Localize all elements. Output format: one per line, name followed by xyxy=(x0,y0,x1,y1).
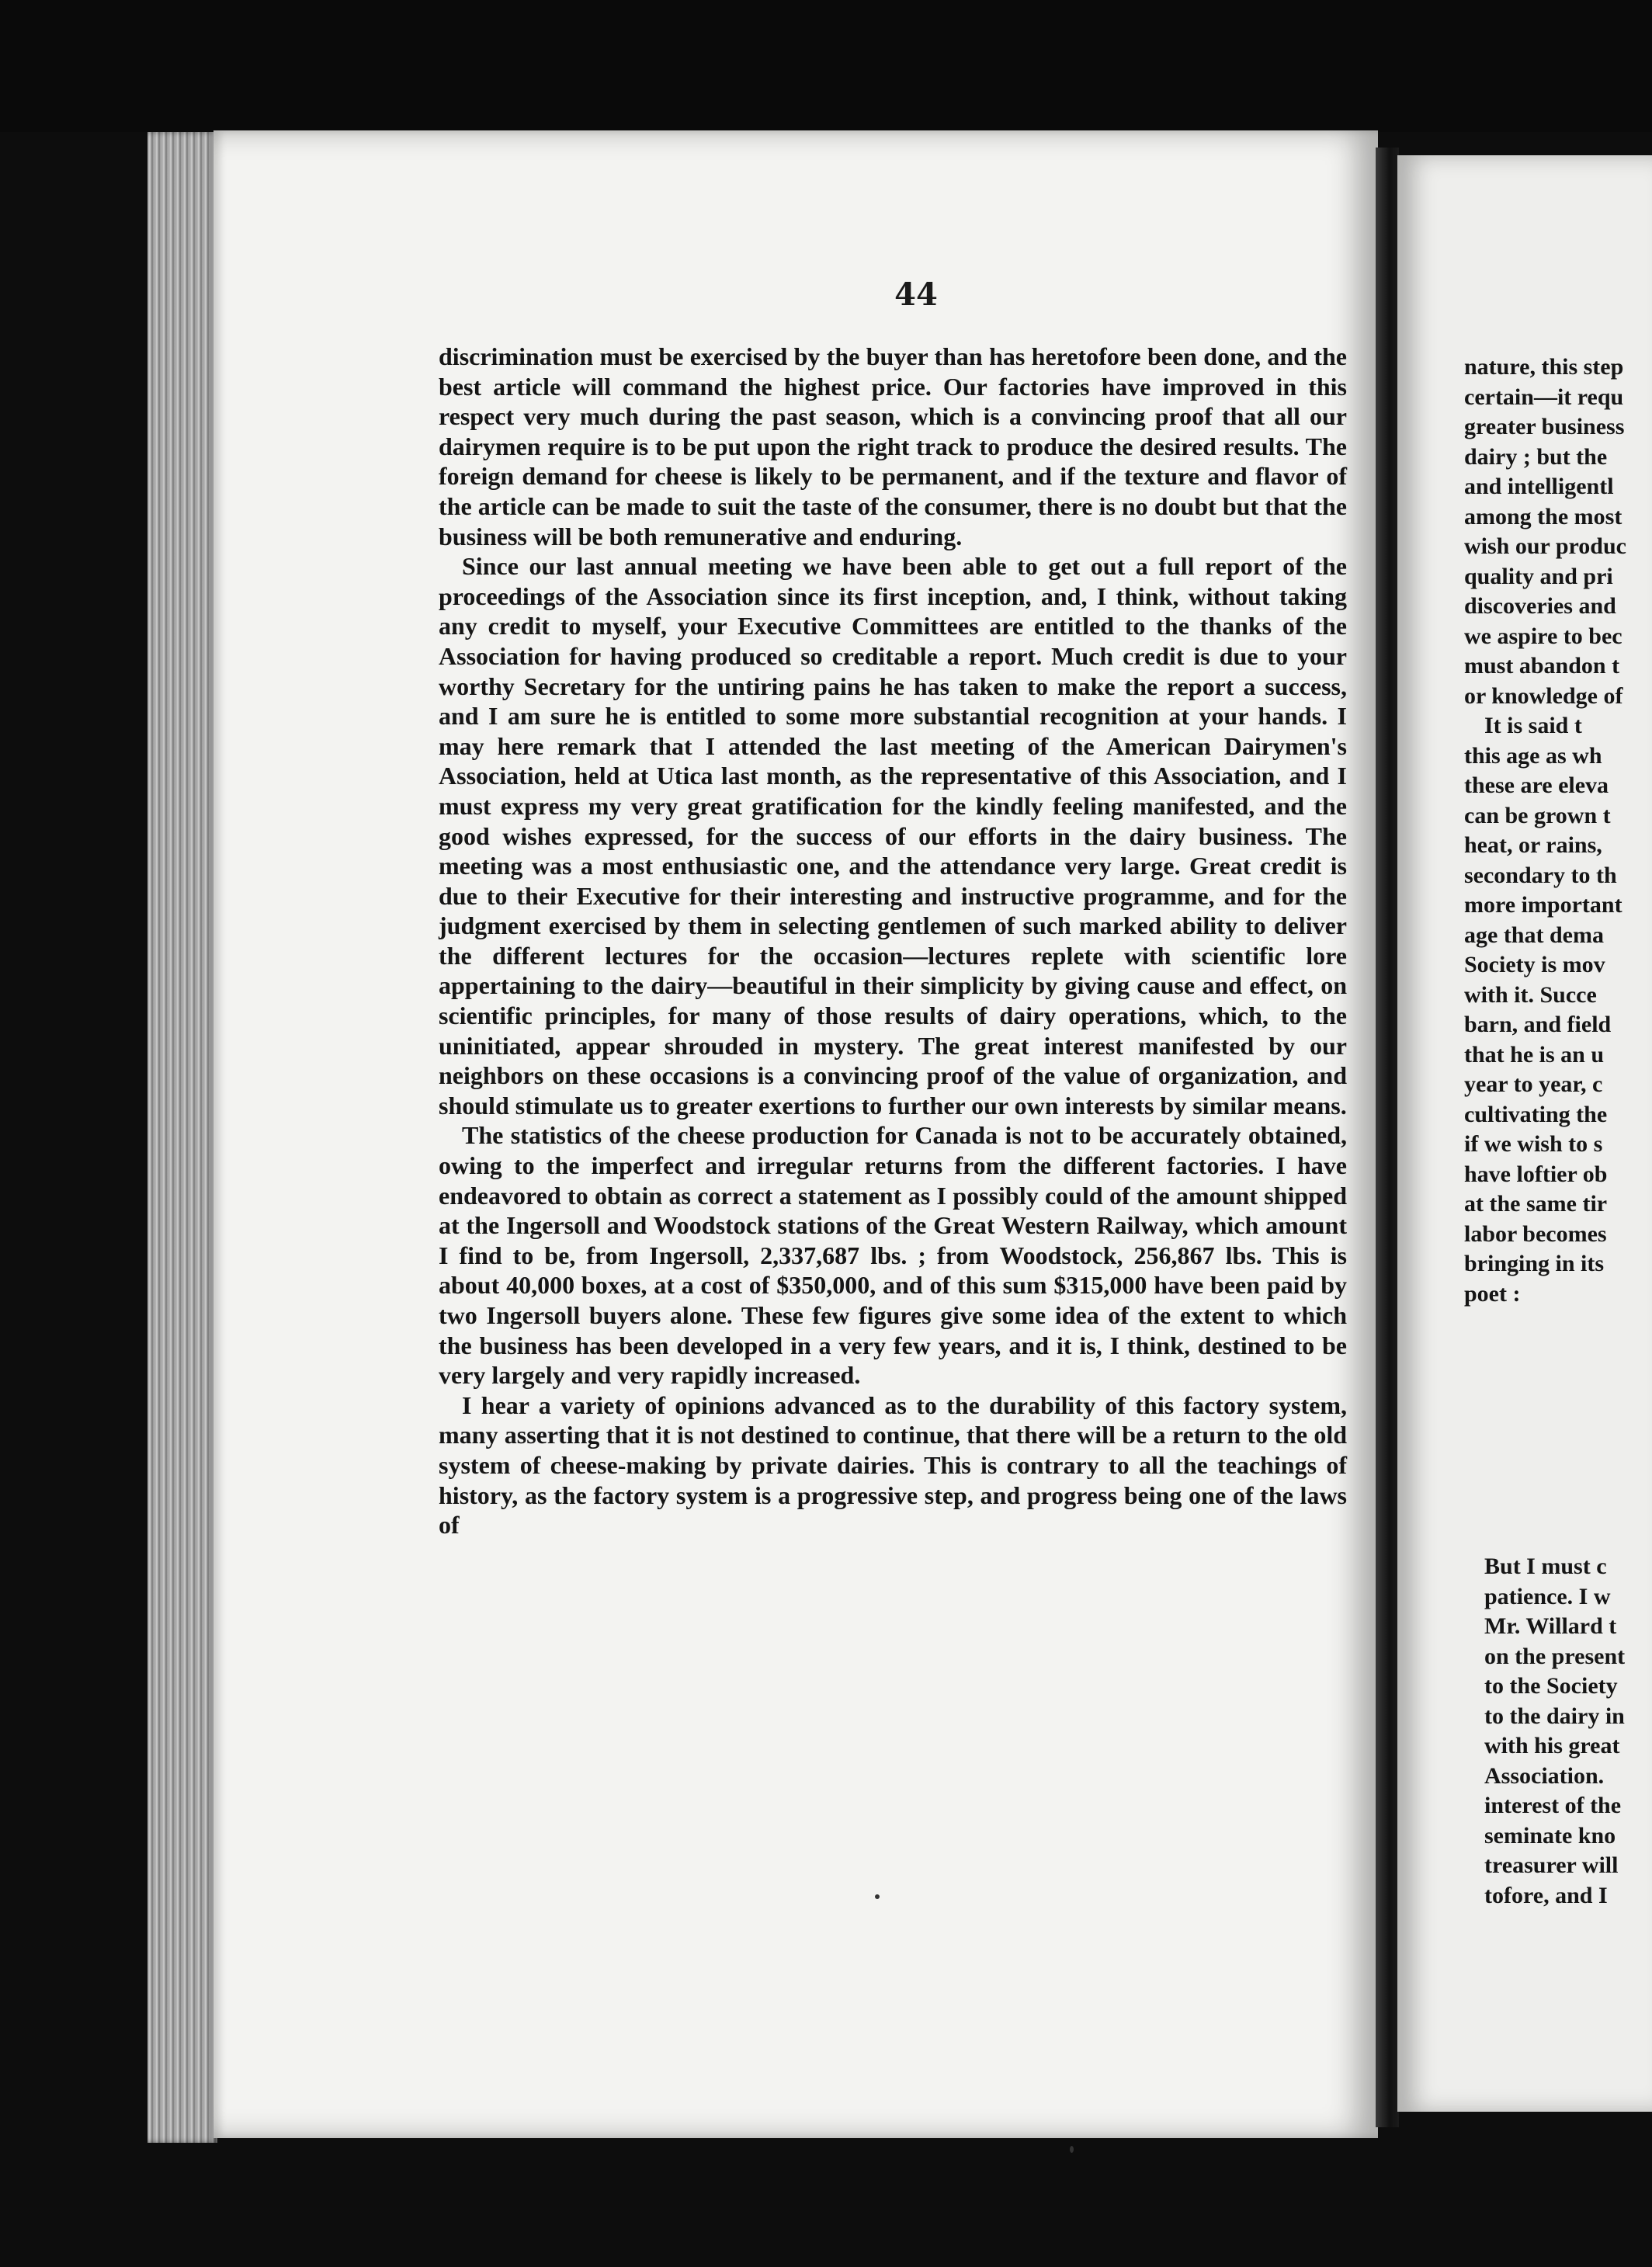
paragraph-2: Since our last annual meeting we have been able to get out a full report of the proceedings of the Association since its first inception, and, I think, without taking any credit to myself, your Executive Committees are entitled to the thanks of the Association for having produced so creditable a report. Much credit is due to your worthy Secretary for the untiring pains he has taken to make the report a success, and I am sure he is entitled to some more substantial recognition at your hands. I may here remark that I attended the last meeting of the American Dairymen's Association, held at Utica last month, as the representative of this Association, and I must express my very great gratification for the kindly feeling manifested, and the good wishes expressed, for the success of our efforts in the dairy business. The meeting was a most enthusiastic one, and the attendance very large. Great credit is due to their Executive for their interesting and instructive programme, and for the judgment exercised by them in selecting gentlemen of such marked ability to deliver the different lectures for the occasion—lectures replete with scientific lore appertaining to the dairy—beautiful in their simplicity by giving cause and effect, on scientific principles, for many of those results of dairy operations, which, to the uninitiated, appear shrouded in mystery. The great interest manifested by our neighbors on these occasions is a convincing proof of the value of organization, and should stimulate us to greater exertions to further our own interests by similar means. xyxy=(439,552,1347,1120)
facing-line: year to year, c xyxy=(1464,1071,1603,1097)
body-text xyxy=(439,342,1347,1540)
paragraph-4: I hear a variety of opinions advanced as to the durability of this factory system, many asserting that it is not destined to continue, that there will be a return to the old system of cheese-making by private dairies. This is contrary to all the teachings of history, as the factory system is a progressive step, and progress being one of the laws of xyxy=(439,1390,1347,1540)
facing-line: we aspire to bec xyxy=(1464,623,1622,649)
facing-line: to the dairy in xyxy=(1484,1703,1625,1729)
facing-line: cultivating the xyxy=(1464,1101,1608,1127)
page-edges xyxy=(148,132,217,2143)
facing-line: Association. xyxy=(1484,1762,1605,1789)
facing-line: can be grown t xyxy=(1464,802,1611,828)
facing-line: at the same tir xyxy=(1464,1191,1608,1217)
facing-line: and intelligentl xyxy=(1464,474,1614,499)
facing-line: wish our produc xyxy=(1464,533,1626,559)
facing-page-text-bottom xyxy=(1484,1552,1652,1911)
facing-line: more important xyxy=(1464,892,1622,918)
facing-line: quality and pri xyxy=(1464,563,1613,589)
facing-line: discoveries and xyxy=(1464,593,1616,619)
facing-line: heat, or rains, xyxy=(1464,832,1602,858)
facing-line: secondary to th xyxy=(1464,862,1617,888)
facing-line: age that dema xyxy=(1464,922,1604,948)
facing-line: Mr. Willard t xyxy=(1484,1613,1617,1639)
facing-line: with it. Succe xyxy=(1464,981,1597,1008)
facing-line: patience. I w xyxy=(1484,1583,1611,1609)
facing-line: barn, and field xyxy=(1464,1012,1612,1037)
facing-line: with his great xyxy=(1484,1733,1620,1758)
book-gutter xyxy=(1376,148,1399,2127)
facing-line: that he is an u xyxy=(1464,1041,1605,1068)
facing-line: greater business xyxy=(1464,414,1625,439)
facing-line: labor becomes xyxy=(1464,1220,1607,1247)
paragraph-3: The statistics of the cheese production for Canada is not to be accurately obtained, owing to the imperfect and irregular returns from the different factories. I have endeavored to obtain as correct a statement as I possibly could of the amount shipped at the Ingersoll and Woodstock stations of the Great Western Railway, which amount I find to be, from Ingersoll, 2,337,687 lbs. ; from Woodstock, 256,867 lbs. This is about 40,000 boxes, at a cost of $350,000, and of this sum $315,000 have been paid by two Ingersoll buyers alone. These few figures give some idea of the extent to which the business has been developed in a very few years, and it is, I think, destined to be very largely and very rapidly increased. xyxy=(439,1121,1347,1390)
facing-line: bringing in its xyxy=(1464,1251,1605,1276)
facing-line: must abandon t xyxy=(1464,653,1620,679)
facing-line: nature, this step xyxy=(1464,354,1624,380)
top-shadow xyxy=(0,0,1652,132)
facing-line: tofore, and I xyxy=(1484,1882,1608,1908)
facing-line: on the present xyxy=(1484,1643,1626,1669)
facing-line: dairy ; but the xyxy=(1464,443,1608,470)
page-number: 44 xyxy=(894,276,938,313)
facing-line: if we wish to s xyxy=(1464,1131,1603,1157)
facing-line: certain—it requ xyxy=(1464,384,1624,410)
paragraph-1: discrimination must be exercised by the buyer than has heretofore been done, and the best article will command the highest price. Our factories have improved in this respect very much during the past season, which is a convincing proof that all our dairymen require is to be put upon the right track to produce the desired results. The foreign demand for cheese is likely to be permanent, and if the texture and flavor of the article can be made to suit the taste of the consumer, there is no doubt but that the business will be both remunerative and enduring. xyxy=(439,342,1347,550)
facing-line: these are eleva xyxy=(1464,772,1609,798)
facing-line: But I must c xyxy=(1484,1554,1607,1579)
facing-line: or knowledge of xyxy=(1464,682,1623,709)
facing-line: seminate kno xyxy=(1484,1822,1616,1849)
facing-line: among the most xyxy=(1464,503,1622,529)
facing-line: poet : xyxy=(1464,1280,1521,1307)
facing-page-text-top xyxy=(1464,352,1652,1309)
facing-line: interest of the xyxy=(1484,1793,1622,1818)
facing-line: It is said t xyxy=(1484,713,1582,738)
facing-line: this age as wh xyxy=(1464,742,1602,769)
ink-speck xyxy=(1070,2146,1074,2153)
facing-line: have loftier ob xyxy=(1464,1161,1608,1187)
facing-line: treasurer will xyxy=(1484,1852,1619,1878)
facing-line: Society is mov xyxy=(1464,952,1605,977)
ink-speck xyxy=(875,1894,880,1899)
facing-line: to the Society xyxy=(1484,1673,1618,1699)
